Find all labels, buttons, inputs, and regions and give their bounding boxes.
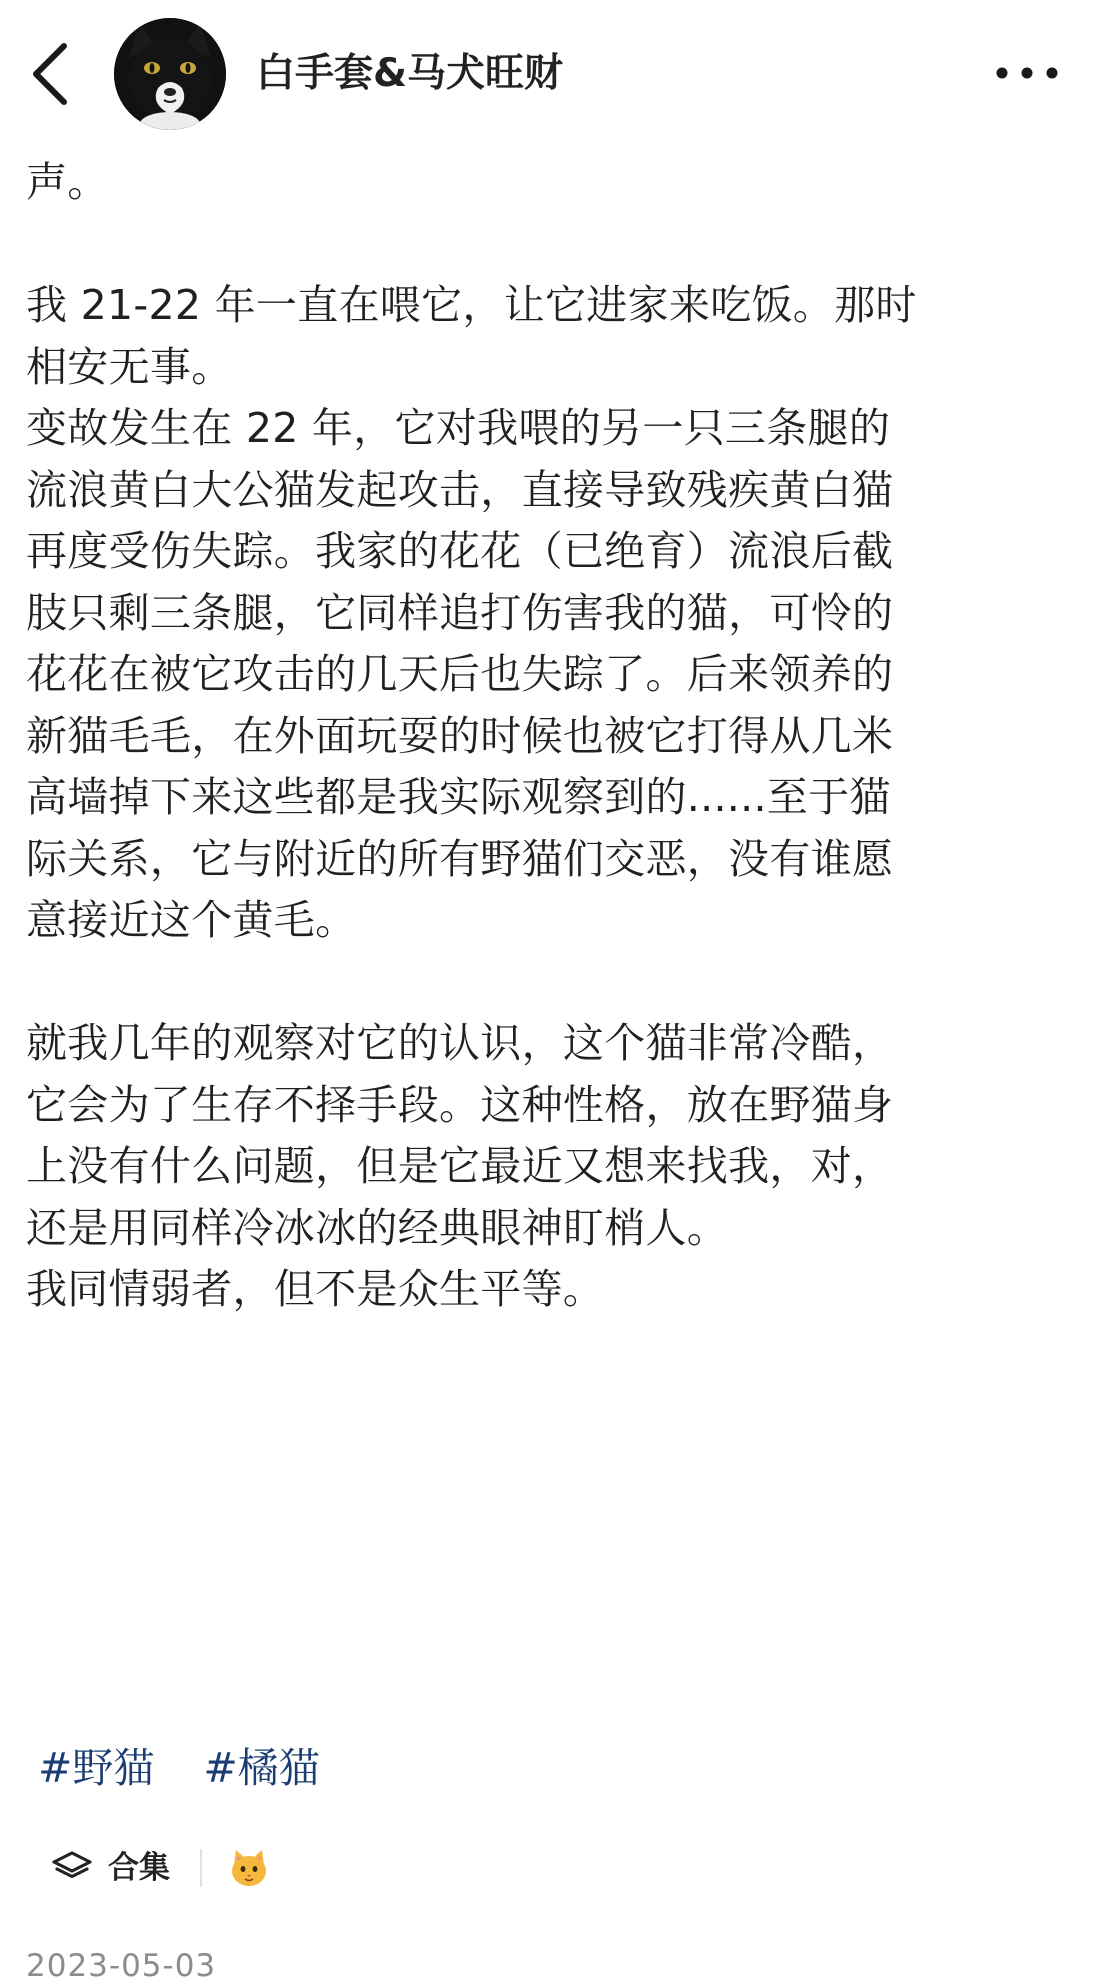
post-line: 变故发生在 22 年，它对我喂的另一只三条腿的 <box>26 404 891 452</box>
post-blank-line <box>26 952 1076 1014</box>
post-line: 它会为了生存不择手段。这种性格，放在野猫身 <box>26 1080 894 1129</box>
cat-face-emoji-icon[interactable] <box>228 1847 270 1889</box>
post-line: 上没有什么问题，但是它最近又想来找我，对， <box>26 1142 894 1190</box>
more-dots-icon <box>992 58 1062 88</box>
cat-avatar-image <box>114 18 226 130</box>
post-body <box>26 152 1076 1321</box>
post-line: 新猫毛毛，在外面玩耍的时候也被它打得从几米 <box>26 711 894 760</box>
top-bar <box>0 0 1095 150</box>
avatar[interactable] <box>114 18 226 130</box>
collection-row[interactable] <box>50 1844 270 1892</box>
post-line: 还是用同样冷冰冰的经典眼神盯梢人。 <box>26 1203 729 1252</box>
post-line: 高墙掉下来这些都是我实际观察到的......至于猫 <box>26 773 891 821</box>
username[interactable]: 白手套&马犬旺财 <box>256 51 564 96</box>
layers-icon <box>50 1849 94 1887</box>
hashtag-link[interactable]: #橘猫 <box>203 1744 320 1792</box>
post-line: 就我几年的观察对它的认识，这个猫非常冷酷， <box>26 1019 894 1067</box>
post-line: 流浪黄白大公猫发起攻击，直接导致残疾黄白猫 <box>26 465 894 514</box>
collection-label[interactable]: 合集 <box>108 1850 170 1886</box>
post-line: 声。 <box>26 158 109 206</box>
post-line: 花花在被它攻击的几天后也失踪了。后来领养的 <box>26 650 894 698</box>
post-line: 意接近这个黄毛。 <box>26 896 357 944</box>
hashtag-link[interactable]: #野猫 <box>38 1744 155 1792</box>
post-line: 我 21-22 年一直在喂它，让它进家来吃饭。那时 <box>26 281 917 329</box>
post-line: 相安无事。 <box>26 342 233 391</box>
chevron-left-icon <box>22 38 82 110</box>
more-button[interactable] <box>992 58 1062 88</box>
hashtag-list <box>38 1738 356 1798</box>
back-button[interactable] <box>22 38 82 110</box>
post-blank-line <box>26 214 1076 276</box>
divider <box>200 1849 202 1887</box>
post-line: 际关系，它与附近的所有野猫们交恶，没有谁愿 <box>26 834 894 883</box>
post-line: 我同情弱者，但不是众生平等。 <box>26 1265 605 1313</box>
post-line: 肢只剩三条腿，它同样追打伤害我的猫，可怜的 <box>26 588 894 637</box>
post-line: 再度受伤失踪。我家的花花（已绝育）流浪后截 <box>26 527 894 575</box>
post-date: 2023-05-03 <box>26 1948 217 1984</box>
